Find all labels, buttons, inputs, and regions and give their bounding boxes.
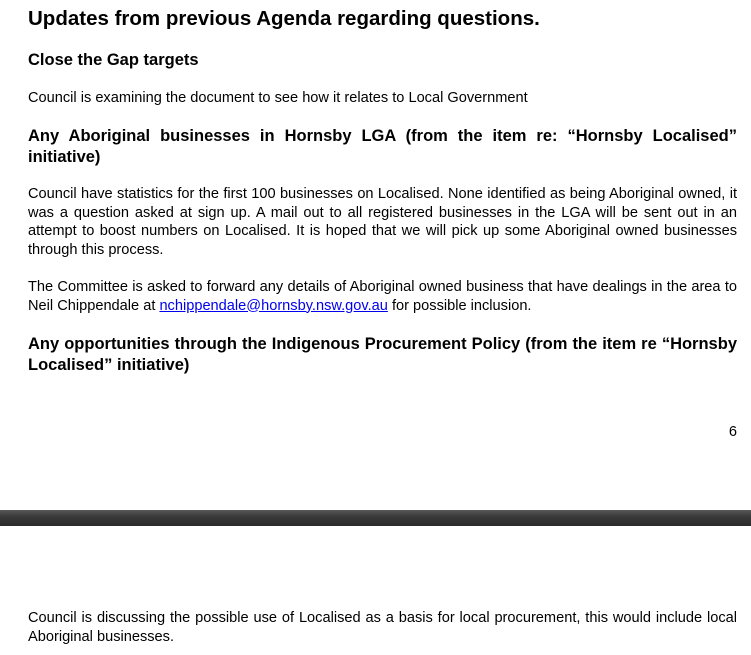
procurement-paragraph: Council is discussing the possible use of Localised as a basis for local procurement, this would include local Aboriginal businesses.	[28, 610, 737, 645]
committee-request-end: for possible inclusion.	[387, 297, 532, 314]
localised-statistics-paragraph: Council have statistics for the first 100 businesses on Localised. None identified as being Aboriginal owned, it was a question asked at sign up. A mail out to all registered businesses in the LGA will be sent out in an attempt to boost numbers on Localised. It is hoped that we will pick up some Aboriginal owned businesses through this process.	[28, 186, 737, 258]
page-number: 6	[728, 424, 737, 440]
page-break-separator	[0, 510, 751, 526]
document-page-next	[0, 526, 751, 655]
committee-request-text: The Committee is asked to forward any details of Aboriginal owned business that have dealings in the area to Neil Chippendale at	[28, 279, 737, 314]
section-title-indigenous-procurement: Any opportunities through the Indigenous Procurement Policy (from the item re “Hornsby Localised” initiative)	[28, 335, 737, 374]
section-title-aboriginal-businesses: Any Aboriginal businesses in Hornsby LGA (from the item re: “Hornsby Localised” initiative)	[28, 127, 737, 166]
committee-request-paragraph	[28, 278, 737, 315]
page-heading: Updates from previous Agenda regarding questions.	[28, 7, 540, 30]
section-title-close-the-gap: Close the Gap targets	[28, 51, 199, 69]
email-link[interactable]: nchippendale@hornsby.nsw.gov.au	[159, 297, 388, 314]
close-the-gap-paragraph: Council is examining the document to see how it relates to Local Government	[28, 90, 528, 106]
